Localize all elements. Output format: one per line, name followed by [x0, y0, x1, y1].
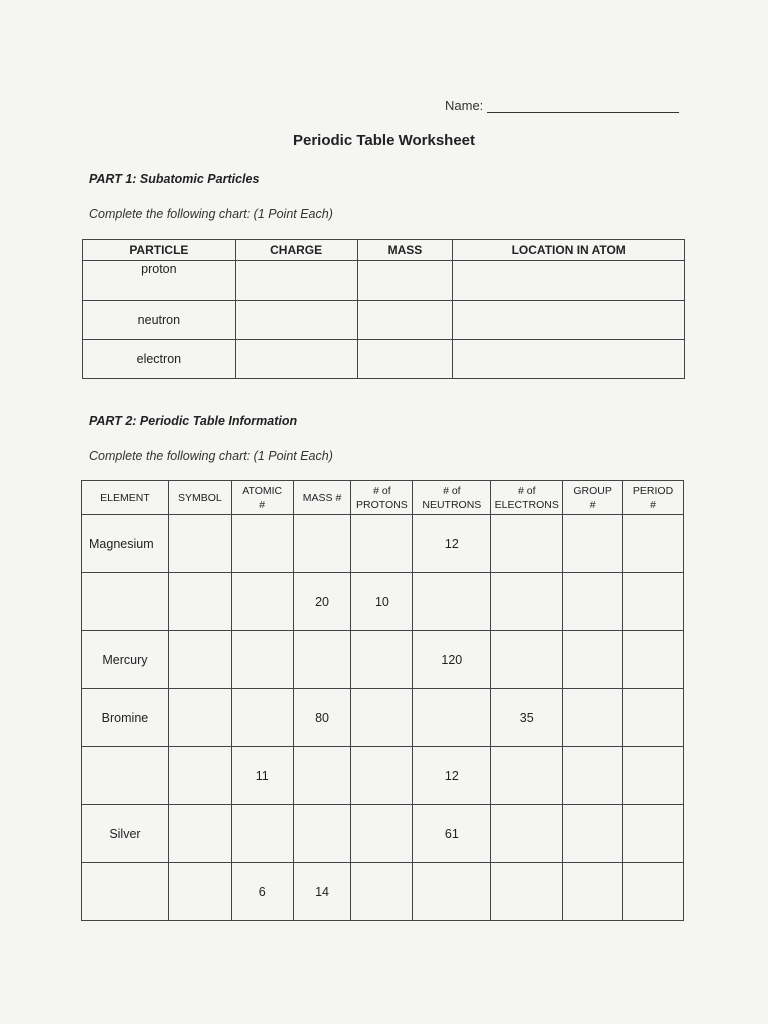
- particle-cell: electron: [83, 340, 236, 379]
- protons-cell[interactable]: [351, 515, 413, 573]
- symbol-cell[interactable]: [168, 631, 231, 689]
- electrons-cell[interactable]: [491, 631, 563, 689]
- neutrons-cell[interactable]: [413, 689, 491, 747]
- electrons-cell[interactable]: [491, 515, 563, 573]
- period-cell[interactable]: [623, 515, 684, 573]
- element-cell: Magnesium: [82, 515, 169, 573]
- group-cell[interactable]: [563, 573, 623, 631]
- group-cell[interactable]: [563, 805, 623, 863]
- atomic-number-cell[interactable]: [231, 805, 293, 863]
- part2-instruction: Complete the following chart: (1 Point Each): [89, 449, 333, 463]
- col-header-mass: MASS: [357, 240, 453, 261]
- table-row: [83, 301, 685, 340]
- table-row: [82, 631, 684, 689]
- group-cell[interactable]: [563, 515, 623, 573]
- col-header-electrons: # of ELECTRONS: [491, 481, 563, 515]
- neutrons-cell[interactable]: [413, 863, 491, 921]
- charge-cell[interactable]: [235, 340, 357, 379]
- protons-cell[interactable]: [351, 631, 413, 689]
- electrons-cell[interactable]: [491, 573, 563, 631]
- table-header-row: [82, 481, 684, 515]
- col-header-charge: CHARGE: [235, 240, 357, 261]
- protons-cell[interactable]: [351, 805, 413, 863]
- electrons-cell[interactable]: [491, 747, 563, 805]
- periodic-info-table: [81, 480, 684, 921]
- col-header-neutrons: # of NEUTRONS: [413, 481, 491, 515]
- atomic-number-cell[interactable]: [231, 573, 293, 631]
- table-row: [82, 863, 684, 921]
- symbol-cell[interactable]: [168, 689, 231, 747]
- neutrons-cell: 12: [413, 515, 491, 573]
- element-cell: Bromine: [82, 689, 169, 747]
- mass-number-cell[interactable]: [293, 747, 351, 805]
- neutrons-cell: 61: [413, 805, 491, 863]
- table-row: [82, 747, 684, 805]
- protons-cell[interactable]: [351, 747, 413, 805]
- mass-number-cell[interactable]: [293, 805, 351, 863]
- part1-instruction: Complete the following chart: (1 Point Each): [89, 207, 333, 221]
- mass-cell[interactable]: [357, 340, 453, 379]
- group-cell[interactable]: [563, 631, 623, 689]
- table-row: [82, 689, 684, 747]
- mass-number-cell[interactable]: [293, 631, 351, 689]
- page-title: Periodic Table Worksheet: [293, 132, 475, 149]
- electrons-cell[interactable]: [491, 805, 563, 863]
- period-cell[interactable]: [623, 863, 684, 921]
- period-cell[interactable]: [623, 747, 684, 805]
- table-row: [82, 573, 684, 631]
- element-cell: Mercury: [82, 631, 169, 689]
- atomic-number-cell: 6: [231, 863, 293, 921]
- table-row: [82, 515, 684, 573]
- symbol-cell[interactable]: [168, 747, 231, 805]
- element-cell[interactable]: [82, 573, 169, 631]
- location-cell[interactable]: [453, 261, 685, 301]
- col-header-period: PERIOD #: [623, 481, 684, 515]
- mass-number-cell: 14: [293, 863, 351, 921]
- symbol-cell[interactable]: [168, 863, 231, 921]
- charge-cell[interactable]: [235, 301, 357, 340]
- mass-cell[interactable]: [357, 301, 453, 340]
- electrons-cell: 35: [491, 689, 563, 747]
- symbol-cell[interactable]: [168, 573, 231, 631]
- col-header-atomic-number: ATOMIC #: [231, 481, 293, 515]
- col-header-symbol: SYMBOL: [168, 481, 231, 515]
- col-header-protons: # of PROTONS: [351, 481, 413, 515]
- atomic-number-cell: 11: [231, 747, 293, 805]
- neutrons-cell: 12: [413, 747, 491, 805]
- part1-heading: PART 1: Subatomic Particles: [89, 172, 260, 186]
- group-cell[interactable]: [563, 689, 623, 747]
- location-cell[interactable]: [453, 301, 685, 340]
- particle-cell: neutron: [83, 301, 236, 340]
- mass-number-cell: 80: [293, 689, 351, 747]
- electrons-cell[interactable]: [491, 863, 563, 921]
- table-header-row: [83, 240, 685, 261]
- charge-cell[interactable]: [235, 261, 357, 301]
- table-row: [83, 340, 685, 379]
- col-header-group: GROUP #: [563, 481, 623, 515]
- period-cell[interactable]: [623, 631, 684, 689]
- element-cell[interactable]: [82, 747, 169, 805]
- protons-cell: 10: [351, 573, 413, 631]
- atomic-number-cell[interactable]: [231, 689, 293, 747]
- part2-heading: PART 2: Periodic Table Information: [89, 414, 298, 428]
- atomic-number-cell[interactable]: [231, 515, 293, 573]
- symbol-cell[interactable]: [168, 805, 231, 863]
- group-cell[interactable]: [563, 863, 623, 921]
- name-field: [445, 98, 679, 113]
- mass-number-cell: 20: [293, 573, 351, 631]
- atomic-number-cell[interactable]: [231, 631, 293, 689]
- period-cell[interactable]: [623, 689, 684, 747]
- col-header-particle: PARTICLE: [83, 240, 236, 261]
- group-cell[interactable]: [563, 747, 623, 805]
- particle-cell: proton: [83, 261, 236, 301]
- mass-cell[interactable]: [357, 261, 453, 301]
- element-cell[interactable]: [82, 863, 169, 921]
- protons-cell[interactable]: [351, 863, 413, 921]
- neutrons-cell[interactable]: [413, 573, 491, 631]
- col-header-location: LOCATION IN ATOM: [453, 240, 685, 261]
- element-cell: Silver: [82, 805, 169, 863]
- location-cell[interactable]: [453, 340, 685, 379]
- table-row: [82, 805, 684, 863]
- mass-number-cell[interactable]: [293, 515, 351, 573]
- col-header-mass-number: MASS #: [293, 481, 351, 515]
- name-blank-line[interactable]: [487, 100, 679, 113]
- symbol-cell[interactable]: [168, 515, 231, 573]
- name-label: Name:: [445, 98, 484, 113]
- protons-cell[interactable]: [351, 689, 413, 747]
- col-header-element: ELEMENT: [82, 481, 169, 515]
- table-row: [83, 261, 685, 301]
- period-cell[interactable]: [623, 573, 684, 631]
- neutrons-cell: 120: [413, 631, 491, 689]
- subatomic-particles-table: [82, 239, 685, 379]
- period-cell[interactable]: [623, 805, 684, 863]
